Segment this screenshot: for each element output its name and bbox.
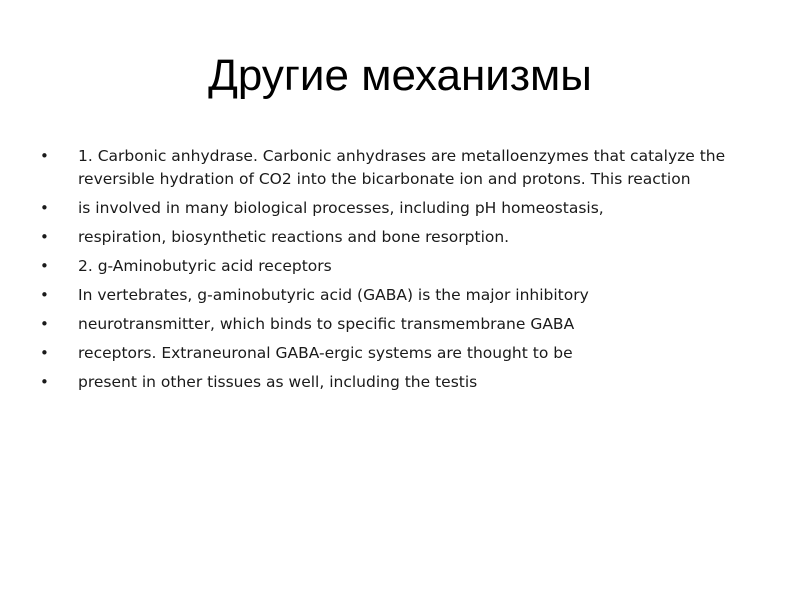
bullet-text: 1. Carbonic anhydrase. Carbonic anhydrases are metalloenzymes that catalyze the reversible hydration of CO2 into the bicarbonate ion and protons. This reaction [78,147,726,188]
bullet-icon: • [40,286,49,304]
bullet-item [40,371,765,394]
bullet-item [40,313,765,336]
bullet-text: present in other tissues as well, including the testis [78,373,478,391]
bullet-item [40,145,765,191]
slide-title: Другие механизмы [208,51,592,100]
bullet-text: 2. g-Aminobutyric acid receptors [78,257,332,275]
bullet-icon: • [40,344,49,362]
bullet-icon: • [40,373,49,391]
bullet-text: respiration, biosynthetic reactions and bone resorption. [78,228,510,246]
bullet-item [40,342,765,365]
bullet-list [40,145,765,400]
bullet-text: receptors. Extraneuronal GABA-ergic systems are thought to be [78,344,573,362]
bullet-icon: • [40,199,49,217]
bullet-text: In vertebrates, g-aminobutyric acid (GABA) is the major inhibitory [78,286,589,304]
bullet-icon: • [40,228,49,246]
bullet-item [40,284,765,307]
bullet-icon: • [40,257,49,275]
bullet-item [40,255,765,278]
bullet-item [40,226,765,249]
bullet-icon: • [40,315,49,333]
bullet-icon: • [40,147,49,165]
bullet-item [40,197,765,220]
bullet-text: is involved in many biological processes, including pH homeostasis, [78,199,604,217]
bullet-text: neurotransmitter, which binds to specific transmembrane GABA [78,315,575,333]
